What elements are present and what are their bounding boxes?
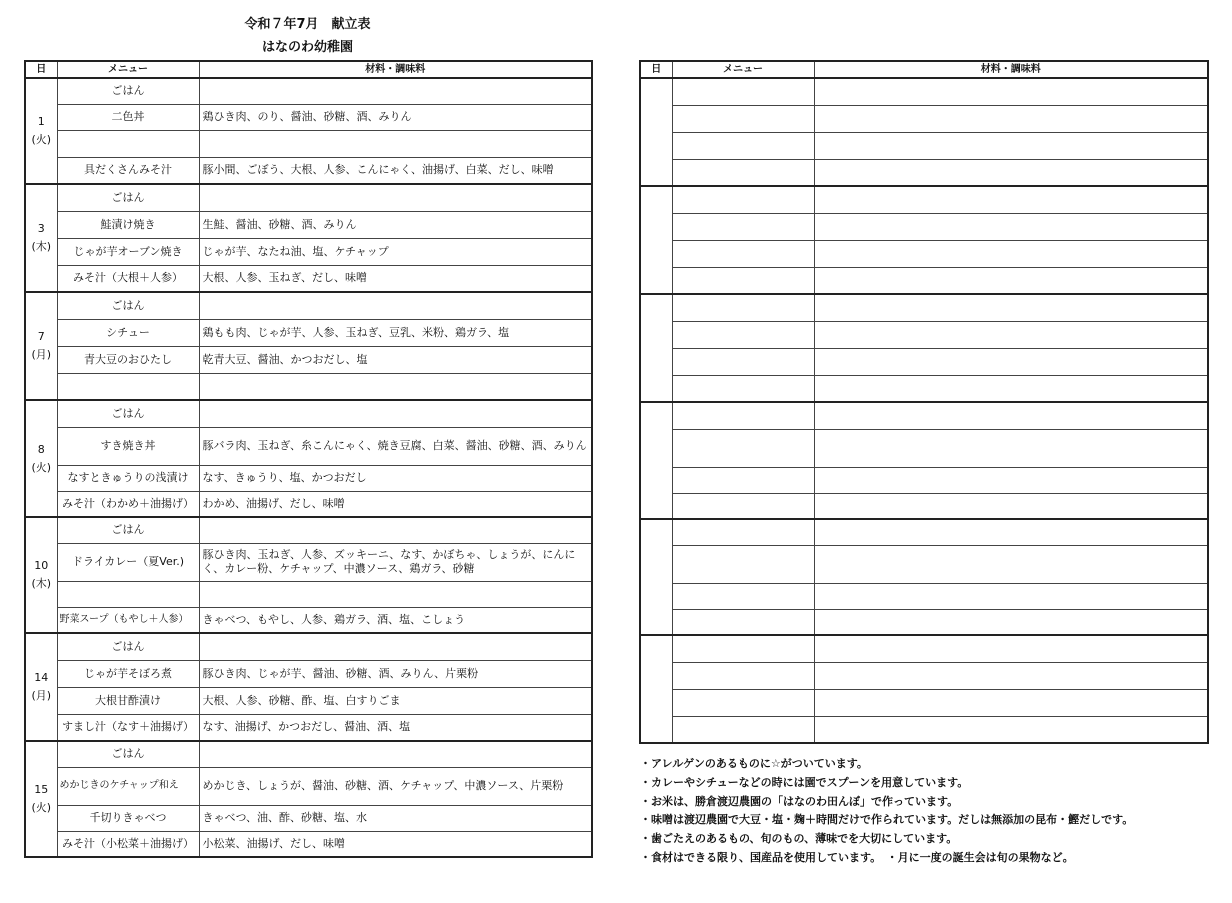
table-row [25,831,592,857]
ingredients-cell [814,402,1208,429]
dish-cell: 鮭漬け焼き [57,211,199,238]
ingredients-cell [814,186,1208,213]
dish-cell [672,213,814,240]
ingredients-cell [199,292,592,319]
column-header-day: 日 [640,61,672,78]
dish-cell [672,467,814,493]
table-row [640,662,1208,689]
day-cell [640,186,672,294]
dish-cell [672,583,814,609]
menu-table [24,60,593,858]
dish-cell: めかじきのケチャップ和え [57,767,199,805]
ingredients-cell [814,348,1208,375]
table-row [640,132,1208,159]
column-header-ingredients: 材料・調味料 [199,61,592,78]
dish-cell [672,716,814,743]
day-cell [25,184,57,292]
dish-cell [672,105,814,132]
day-cell [640,519,672,635]
note-line: ・お米は、勝倉渡辺農園の「はなのわ田んぼ」で作っています。 [640,794,959,808]
table-row [640,348,1208,375]
table-row [25,400,592,427]
ingredients-cell [814,429,1208,467]
dish-cell [57,130,199,157]
table-row [25,607,592,633]
dish-cell: 大根甘酢漬け [57,687,199,714]
blank-menu-table [639,60,1209,744]
dish-cell [672,240,814,267]
ingredients-cell: 豚バラ肉、玉ねぎ、糸こんにゃく、焼き豆腐、白菜、醤油、砂糖、酒、みりん [199,427,592,465]
ingredients-cell [814,716,1208,743]
ingredients-cell [814,493,1208,519]
ingredients-cell [814,240,1208,267]
table-row [640,716,1208,743]
ingredients-cell: 豚ひき肉、玉ねぎ、人参、ズッキーニ、なす、かぼちゃ、しょうが、にんにく、カレー粉、ケチャップ、中濃ソース、鶏ガラ、砂糖 [199,543,592,581]
dish-cell: ごはん [57,78,199,104]
dish-cell [672,348,814,375]
table-row [25,104,592,130]
ingredients-cell: 大根、人参、砂糖、酢、塩、白すりごま [199,687,592,714]
ingredients-cell: 生鮭、醤油、砂糖、酒、みりん [199,211,592,238]
table-row [25,714,592,741]
dish-cell: 具だくさんみそ汁 [57,157,199,184]
table-row [25,373,592,400]
note-line: ・カレーやシチューなどの時には園でスプーンを用意しています。 [640,775,969,789]
dish-cell [672,519,814,545]
note-line: ・食材はできる限り、国産品を使用しています。 ・月に一度の誕生会は旬の果物など。 [640,850,1074,864]
dish-cell [672,689,814,716]
table-row [640,467,1208,493]
ingredients-cell [814,689,1208,716]
dish-cell: みそ汁（わかめ＋油揚げ） [57,491,199,517]
ingredients-cell [814,583,1208,609]
ingredients-cell: わかめ、油揚げ、だし、味噌 [199,491,592,517]
table-row [25,184,592,211]
ingredients-cell [199,517,592,543]
table-row [640,240,1208,267]
dish-cell: ごはん [57,517,199,543]
table-row [25,767,592,805]
table-row [25,660,592,687]
dish-cell: ごはん [57,400,199,427]
day-weekday: (火) [31,460,52,474]
table-row [640,213,1208,240]
table-row [640,493,1208,519]
ingredients-cell [199,633,592,660]
notes [640,755,1220,868]
ingredients-cell [814,294,1208,321]
day-weekday: (月) [31,689,52,702]
table-row [25,157,592,184]
day-date: 7 [37,330,45,343]
day-cell [640,294,672,402]
table-row [640,635,1208,662]
table-row [640,78,1208,105]
day-weekday: (火) [31,133,52,146]
ingredients-cell: 鶏もも肉、じゃが芋、人参、玉ねぎ、豆乳、米粉、鶏ガラ、塩 [199,319,592,346]
table-row [25,238,592,265]
dish-cell [672,267,814,294]
dish-cell [57,581,199,607]
dish-cell: みそ汁（小松菜＋油揚げ） [57,831,199,857]
day-weekday: (火) [31,801,52,814]
table-row [25,427,592,465]
page-title: 令和７年7月 献立表 [244,17,371,32]
ingredients-cell [814,467,1208,493]
day-date: 15 [34,783,49,796]
dish-cell: ごはん [57,292,199,319]
dish-cell [672,545,814,583]
dish-cell: すき焼き丼 [57,427,199,465]
table-row [25,517,592,543]
ingredients-cell [199,400,592,427]
ingredients-cell: きゃべつ、油、酢、砂糖、塩、水 [199,805,592,831]
dish-cell: なすときゅうりの浅漬け [57,465,199,491]
ingredients-cell [814,213,1208,240]
day-weekday: (月) [31,348,52,361]
column-header-ingredients: 材料・調味料 [814,61,1208,78]
table-row [25,319,592,346]
table-row [25,292,592,319]
table-row [25,687,592,714]
dish-cell [672,132,814,159]
table-row [25,491,592,517]
day-cell [25,633,57,741]
table-row [25,211,592,238]
dish-cell [672,186,814,213]
dish-cell [672,159,814,186]
day-date: 14 [34,671,49,684]
ingredients-cell: なす、きゅうり、塩、かつおだし [199,465,592,491]
table-row [640,429,1208,467]
ingredients-cell: 豚ひき肉、じゃが芋、醤油、砂糖、酒、みりん、片栗粉 [199,660,592,687]
column-header-menu: メニュー [57,61,199,78]
ingredients-cell [814,321,1208,348]
dish-cell: シチュー [57,319,199,346]
ingredients-cell: なす、油揚げ、かつおだし、醤油、酒、塩 [199,714,592,741]
table-row [25,130,592,157]
column-header-day: 日 [25,61,57,78]
ingredients-cell: じゃが芋、なたね油、塩、ケチャップ [199,238,592,265]
dish-cell: 青大豆のおひたし [57,346,199,373]
dish-cell [672,429,814,467]
ingredients-cell: 大根、人参、玉ねぎ、だし、味噌 [199,265,592,292]
table-row [640,159,1208,186]
dish-cell: みそ汁（大根＋人参） [57,265,199,292]
ingredients-cell [814,267,1208,294]
ingredients-cell [814,519,1208,545]
table-row [25,265,592,292]
note-line: ・歯ごたえのあるもの、旬のもの、薄味でを大切にしています。 [640,832,958,846]
table-row [640,294,1208,321]
dish-cell: ドライカレー（夏Ver.) [57,543,199,581]
day-cell [640,635,672,743]
ingredients-cell [199,373,592,400]
table-row [25,543,592,581]
dish-cell [672,493,814,519]
dish-cell: すまし汁（なす＋油揚げ） [57,714,199,741]
table-row [25,633,592,660]
table-row [640,267,1208,294]
ingredients-cell: 豚小間、ごぼう、大根、人参、こんにゃく、油揚げ、白菜、だし、味噌 [199,157,592,184]
dish-cell [672,375,814,402]
day-cell [25,400,57,517]
table-row [25,465,592,491]
table-row [640,321,1208,348]
table-row [640,186,1208,213]
ingredients-cell [199,78,592,104]
day-cell [25,78,57,184]
dish-cell [672,609,814,635]
dish-cell: 千切りきゃべつ [57,805,199,831]
dish-cell: 野菜スープ（もやし＋人参） [57,607,199,633]
table-row [640,545,1208,583]
dish-cell [672,294,814,321]
column-header-menu: メニュー [672,61,814,78]
table-row [25,741,592,767]
table-row [640,402,1208,429]
ingredients-cell [199,130,592,157]
table-row [640,375,1208,402]
table-row [25,78,592,104]
day-cell [25,517,57,633]
table-row [640,583,1208,609]
day-cell [640,402,672,519]
table-row [640,609,1208,635]
ingredients-cell [814,609,1208,635]
day-cell [25,292,57,400]
dish-cell: 二色丼 [57,104,199,130]
dish-cell [672,321,814,348]
dish-cell: じゃが芋そぼろ煮 [57,660,199,687]
table-row [640,105,1208,132]
ingredients-cell: めかじき、しょうが、醤油、砂糖、酒、ケチャップ、中濃ソース、片栗粉 [199,767,592,805]
day-cell [640,78,672,186]
day-date: 1 [37,115,45,128]
dish-cell: ごはん [57,184,199,211]
table-row [25,346,592,373]
day-date: 10 [34,559,49,572]
ingredients-cell [814,105,1208,132]
dish-cell: ごはん [57,741,199,767]
ingredients-cell [199,741,592,767]
table-row [25,805,592,831]
ingredients-cell [814,635,1208,662]
dish-cell: ごはん [57,633,199,660]
school-name: はなのわ幼稚園 [261,40,353,55]
ingredients-cell [814,159,1208,186]
day-date: 3 [37,222,45,235]
dish-cell: じゃが芋オーブン焼き [57,238,199,265]
dish-cell [57,373,199,400]
day-weekday: (木) [31,577,52,590]
day-weekday: (木) [31,240,52,253]
ingredients-cell [814,132,1208,159]
ingredients-cell [199,581,592,607]
table-row [25,581,592,607]
dish-cell [672,402,814,429]
ingredients-cell [814,78,1208,105]
table-row [640,519,1208,545]
note-line: ・アレルゲンのあるものに☆がついています。 [640,757,868,770]
ingredients-cell: 小松菜、油揚げ、だし、味噌 [199,831,592,857]
ingredients-cell [814,662,1208,689]
ingredients-cell [814,545,1208,583]
dish-cell [672,662,814,689]
ingredients-cell: 鶏ひき肉、のり、醤油、砂糖、酒、みりん [199,104,592,130]
table-row [640,689,1208,716]
ingredients-cell: きゃべつ、もやし、人参、鶏ガラ、酒、塩、こしょう [199,607,592,633]
ingredients-cell [814,375,1208,402]
day-cell [25,741,57,857]
dish-cell [672,78,814,105]
day-date: 8 [37,442,45,456]
note-line: ・味噌は渡辺農園で大豆・塩・麹＋時間だけで作られています。だしは無添加の昆布・鰹だしです。 [640,813,1134,827]
ingredients-cell [199,184,592,211]
ingredients-cell: 乾青大豆、醤油、かつおだし、塩 [199,346,592,373]
dish-cell [672,635,814,662]
